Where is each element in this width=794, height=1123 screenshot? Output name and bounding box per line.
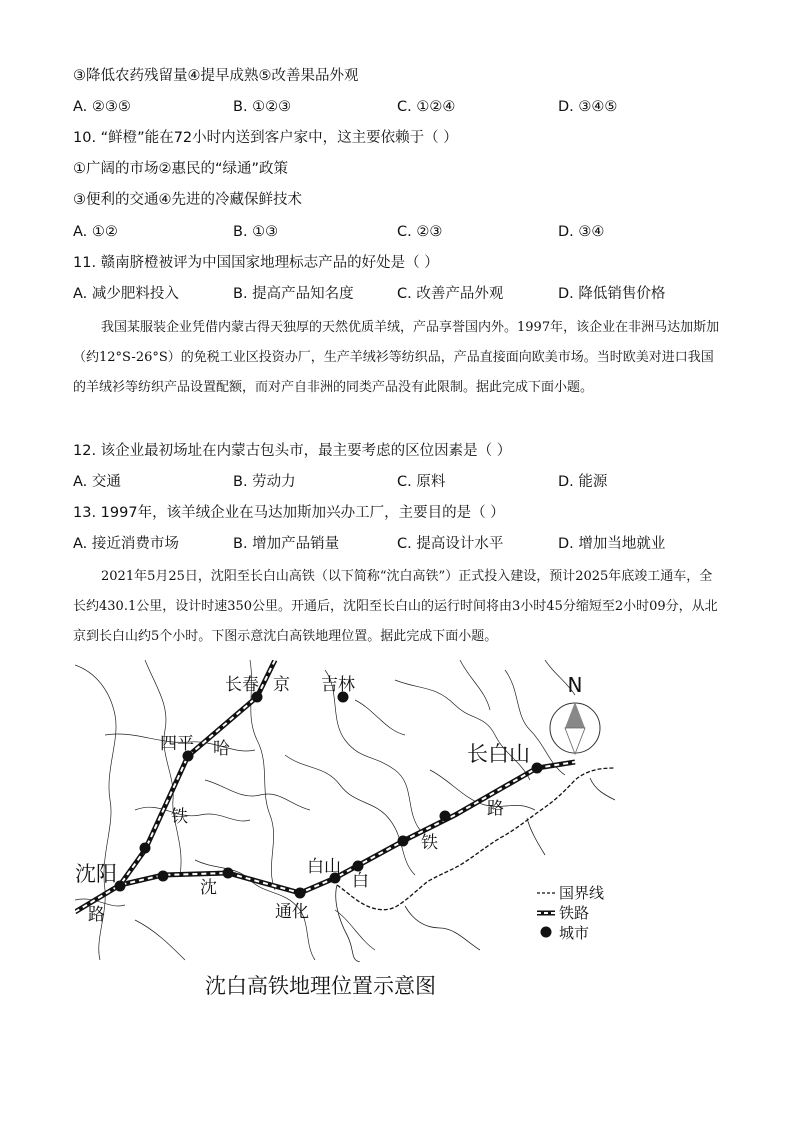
q10-option-a[interactable]: A. ①② bbox=[73, 224, 118, 240]
passage-railway: 2021年5月25日，沈阳至长白山高铁（以下简称“沈白高铁”）正式投入建设，预计2025年底竣工通车，全长约430.1公里，设计时速350公里。开通后，沈阳至长白山的运行时间将由3小时45分缩短至2小时09分，从北京到长白山约5个小时。下图示意沈白高铁地理位置。据此完成下面小题。 bbox=[73, 569, 718, 644]
q11-stem: 11. 赣南脐橙被评为中国国家地理标志产品的好处是（ ） bbox=[73, 255, 439, 271]
q10-statements-1: ①广阔的市场②惠民的“绿通”政策 bbox=[73, 161, 289, 177]
q13-option-c[interactable]: C. 提高设计水平 bbox=[397, 536, 504, 552]
city-marker-rail-stop-6[interactable] bbox=[440, 811, 451, 822]
label-ha: 哈 bbox=[213, 739, 230, 759]
label-changbaishan: 长白山 bbox=[467, 742, 530, 766]
q12-stem: 12. 该企业最初场址在内蒙古包头市，最主要考虑的区位因素是（ ） bbox=[73, 443, 512, 459]
label-jing: 京 bbox=[273, 675, 290, 695]
q11-option-c[interactable]: C. 改善产品外观 bbox=[397, 286, 504, 302]
q10-option-b[interactable]: B. ①③ bbox=[233, 224, 279, 240]
q10-option-c[interactable]: C. ②③ bbox=[397, 224, 443, 240]
label-tie-2: 铁 bbox=[421, 833, 438, 853]
q13-option-d[interactable]: D. 增加当地就业 bbox=[558, 536, 666, 552]
label-bai: 白 bbox=[352, 871, 369, 891]
label-changchun: 长春 bbox=[225, 675, 259, 695]
q12-option-b[interactable]: B. 劳动力 bbox=[233, 474, 296, 490]
q9-option-b[interactable]: B. ①②③ bbox=[233, 99, 292, 115]
city-marker-railway-stop[interactable] bbox=[140, 843, 151, 854]
q9-statements: ③降低农药残留量④提早成熟⑤改善果品外观 bbox=[73, 68, 359, 84]
label-tie-1: 铁 bbox=[171, 807, 188, 827]
q10-statements-2: ③便利的交通④先进的冷藏保鲜技术 bbox=[73, 192, 302, 208]
label-shen: 沈 bbox=[200, 878, 217, 898]
legend-border-label: 国界线 bbox=[559, 884, 605, 902]
q10-option-d[interactable]: D. ③④ bbox=[558, 224, 605, 240]
q11-option-b[interactable]: B. 提高产品知名度 bbox=[233, 286, 354, 302]
label-siping: 四平 bbox=[160, 734, 194, 754]
legend-city-symbol bbox=[541, 927, 552, 938]
label-lu-2: 路 bbox=[487, 799, 504, 819]
q12-option-d[interactable]: D. 能源 bbox=[558, 474, 608, 490]
city-marker-rail-stop-5[interactable] bbox=[398, 836, 409, 847]
city-marker-rail-stop-3[interactable] bbox=[223, 868, 234, 879]
q9-option-a[interactable]: A. ②③⑤ bbox=[73, 99, 131, 115]
q13-option-a[interactable]: A. 接近消费市场 bbox=[73, 536, 179, 552]
label-baishan: 白山 bbox=[307, 857, 341, 877]
passage-cashmere: 我国某服装企业凭借内蒙古得天独厚的天然优质羊绒，产品享誉国内外。1997年，该企业在非洲马达加斯加（约12°S-26°S）的免税工业区投资办厂，生产羊绒衫等纺织品，产品直接面向欧美市场。当时欧美对进口我国的羊绒衫等纺织产品设置配额，而对产自非洲的同类产品没有此限制。据此完成下面小题。 bbox=[73, 320, 720, 395]
city-marker-rail-stop-2[interactable] bbox=[158, 871, 169, 882]
q13-stem: 13. 1997年，该羊绒企业在马达加斯加兴办工厂，主要目的是（ ） bbox=[73, 505, 505, 521]
q13-option-b[interactable]: B. 增加产品销量 bbox=[233, 536, 340, 552]
map-legend bbox=[537, 884, 604, 942]
q12-option-c[interactable]: C. 原料 bbox=[397, 474, 446, 490]
city-marker-tonghua[interactable] bbox=[295, 888, 306, 899]
label-shenyang: 沈阳 bbox=[75, 862, 117, 886]
q9-option-c[interactable]: C. ①②④ bbox=[397, 99, 456, 115]
legend-city-label: 城市 bbox=[559, 924, 590, 942]
label-lu-1: 路 bbox=[88, 905, 105, 925]
q9-option-d[interactable]: D. ③④⑤ bbox=[558, 99, 618, 115]
compass-north-label: N bbox=[567, 673, 583, 697]
q11-option-a[interactable]: A. 减少肥料投入 bbox=[73, 286, 179, 302]
q10-stem: 10. “鲜橙”能在72小时内送到客户家中，这主要依赖于（ ） bbox=[73, 130, 458, 146]
map-title: 沈白高铁地理位置示意图 bbox=[205, 974, 436, 998]
label-tonghua: 通化 bbox=[275, 902, 309, 922]
q12-option-a[interactable]: A. 交通 bbox=[73, 474, 121, 490]
legend-railway-label: 铁路 bbox=[559, 904, 590, 922]
label-jilin: 吉林 bbox=[321, 675, 355, 695]
compass bbox=[550, 673, 600, 754]
city-labels bbox=[75, 675, 530, 925]
q11-option-d[interactable]: D. 降低销售价格 bbox=[558, 286, 666, 302]
railway-map bbox=[75, 660, 620, 962]
city-marker-rail-stop-4[interactable] bbox=[353, 861, 364, 872]
city-marker-changbaishan[interactable] bbox=[532, 763, 543, 774]
